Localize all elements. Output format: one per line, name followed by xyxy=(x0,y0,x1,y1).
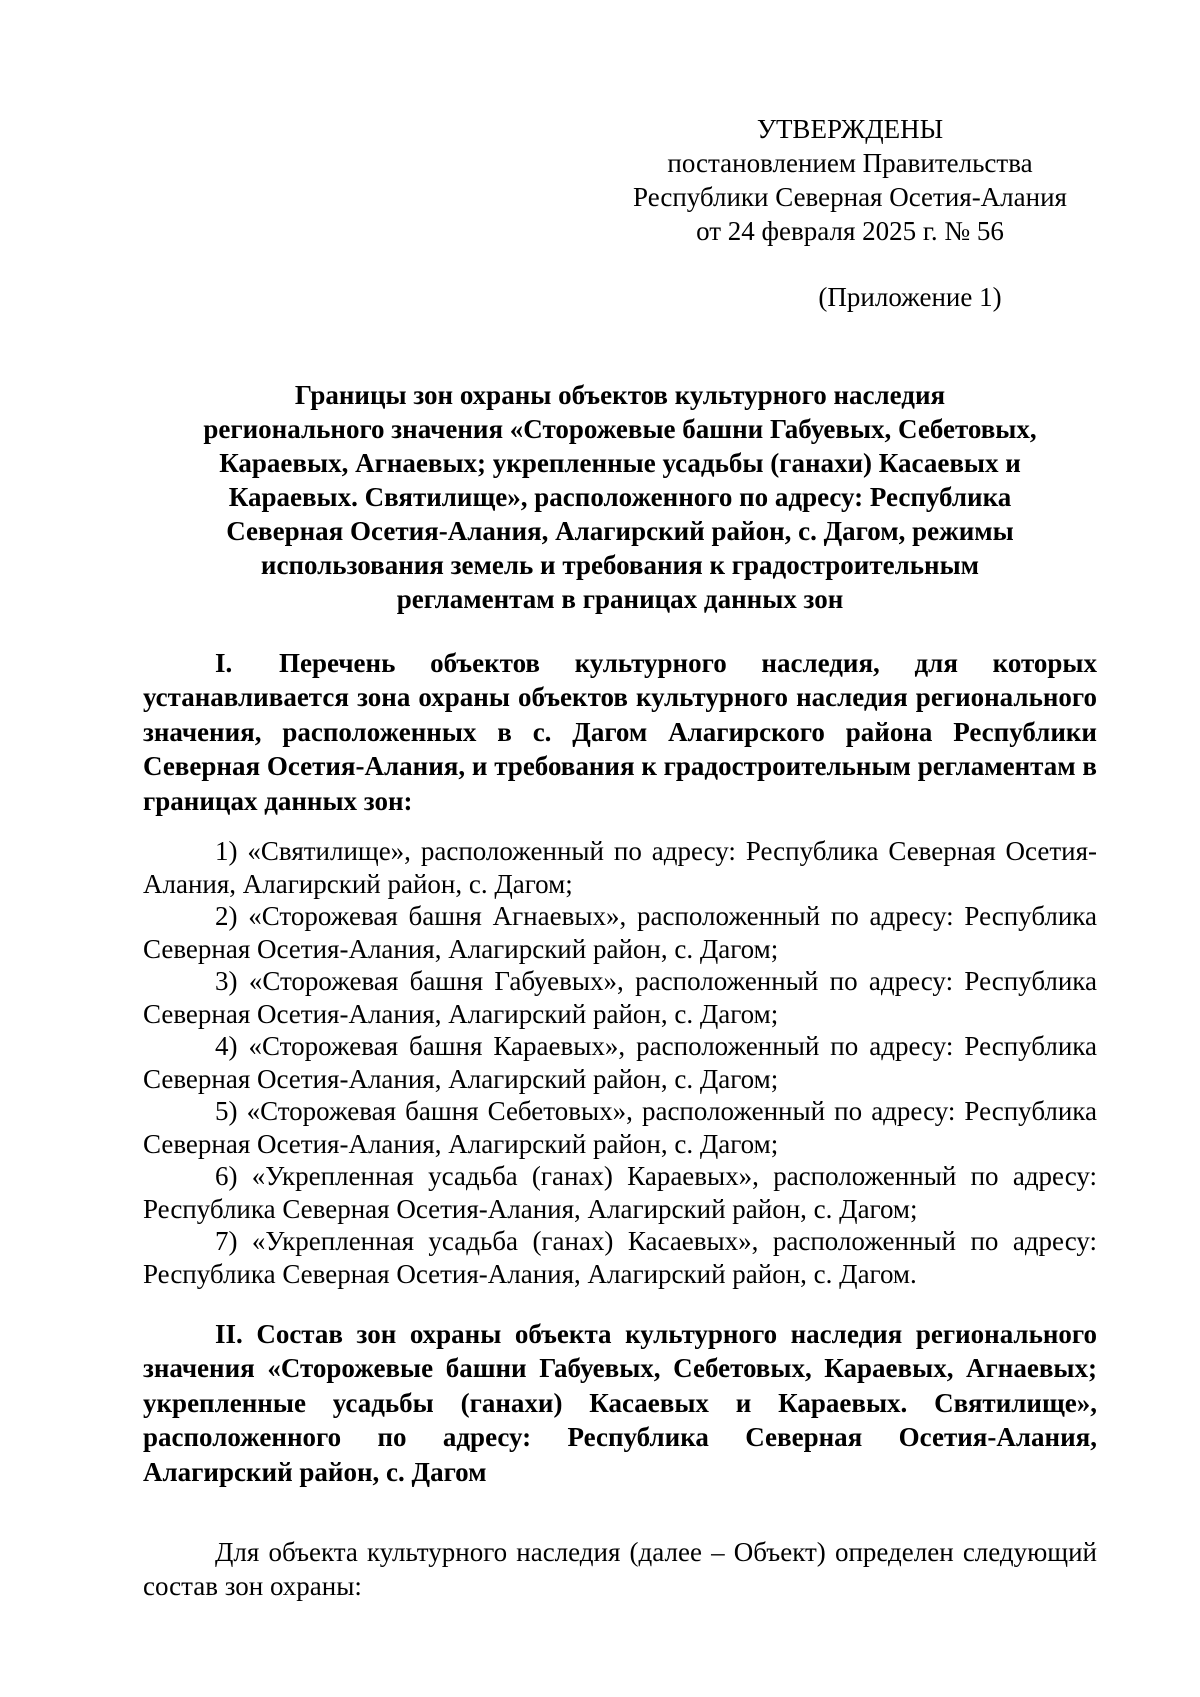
section-1-text: Перечень объектов культурного наследия, для которых устанавливается зона охраны объектов культурного наследия регионального значения, расположенных в с. Дагом Алагирского района Республики Северная Осетия-Алания, и требования к градостроительным регламентам в границах данных зон: xyxy=(143,648,1097,816)
title-line: регионального значения «Сторожевые башни Габуевых, Себетовых, xyxy=(203,414,1037,444)
title-line: Границы зон охраны объектов культурного наследия xyxy=(294,380,946,410)
approval-date-line: от 24 февраля 2025 г. № 56 xyxy=(696,216,1004,246)
section-1-number: I. xyxy=(215,648,233,678)
section-2-text: II. Состав зон охраны объекта культурного наследия регионального значения «Сторожевые башни Габуевых, Себетовых, Караевых, Агнаевых; укрепленные усадьбы (ганахи) Касаевых и Караевых. Святилище», расположенного по адресу: Республика Северная Осетия-Алания, Алагирский район, с. Дагом xyxy=(143,1319,1097,1487)
approval-stamp xyxy=(600,112,1100,248)
section-2-heading xyxy=(143,1317,1097,1489)
intro-paragraph: Для объекта культурного наследия (далее – Объект) определен следующий состав зон охраны: xyxy=(143,1537,1097,1601)
title-line: регламентам в границах данных зон xyxy=(396,584,844,614)
heritage-objects-list xyxy=(143,835,1097,1290)
approval-republic-line: Республики Северная Осетия-Алания xyxy=(633,182,1067,212)
approval-decree-line: постановлением Правительства xyxy=(667,148,1033,178)
list-item: 6) «Укрепленная усадьба (ганах) Караевых», расположенный по адресу: Республика Северная Осетия-Алания, Алагирский район, с. Дагом; xyxy=(143,1161,1097,1224)
annex-label: (Приложение 1) xyxy=(818,282,1002,312)
list-item: 5) «Сторожевая башня Себетовых», расположенный по адресу: Республика Северная Осетия-Алания, Алагирский район, с. Дагом; xyxy=(143,1096,1097,1159)
title-line: Караевых. Святилище», расположенного по адресу: Республика xyxy=(228,482,1012,512)
list-item: 7) «Укрепленная усадьба (ганах) Касаевых», расположенный по адресу: Республика Северная Осетия-Алания, Алагирский район, с. Дагом. xyxy=(143,1226,1097,1289)
approval-heading: УТВЕРЖДЕНЫ xyxy=(756,114,944,144)
list-item: 2) «Сторожевая башня Агнаевых», расположенный по адресу: Республика Северная Осетия-Алания, Алагирский район, с. Дагом; xyxy=(143,901,1097,964)
section-1-heading xyxy=(143,646,1097,818)
list-item: 3) «Сторожевая башня Габуевых», расположенный по адресу: Республика Северная Осетия-Алания, Алагирский район, с. Дагом; xyxy=(143,966,1097,1029)
list-item: 1) «Святилище», расположенный по адресу: Республика Северная Осетия-Алания, Алагирский район, с. Дагом; xyxy=(143,836,1097,899)
title-line: использования земель и требования к градостроительным xyxy=(260,550,980,580)
title-line: Караевых, Агнаевых; укрепленные усадьбы (ганахи) Касаевых и xyxy=(219,448,1021,478)
document-title xyxy=(140,378,1100,616)
title-line: Северная Осетия-Алания, Алагирский район, с. Дагом, режимы xyxy=(226,516,1014,546)
list-item: 4) «Сторожевая башня Караевых», расположенный по адресу: Республика Северная Осетия-Алания, Алагирский район, с. Дагом; xyxy=(143,1031,1097,1094)
